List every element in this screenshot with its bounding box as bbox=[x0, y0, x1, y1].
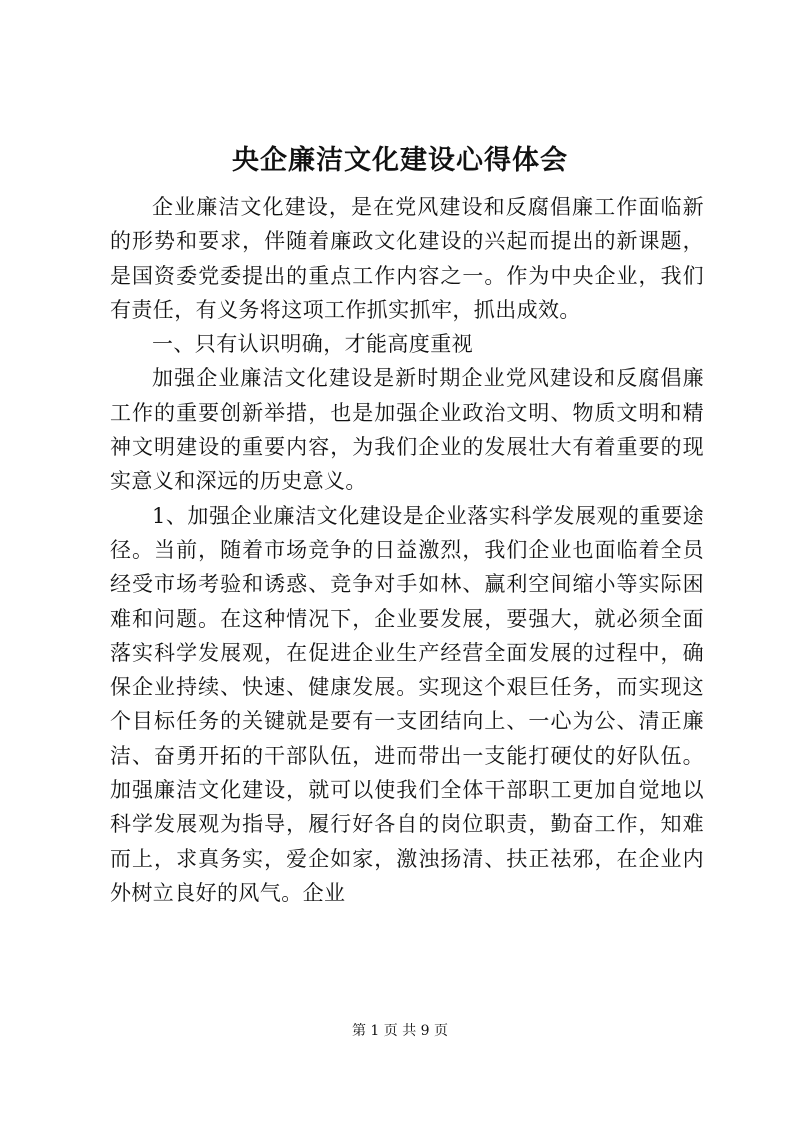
paragraph-point-1: 1、加强企业廉洁文化建设是企业落实科学发展观的重要途径。当前，随着市场竞争的日益激烈，我们企业也面临着全员经受市场考验和诱惑、竞争对手如林、赢利空间缩小等实际困难和问题。在这种情况下，企业要发展，要强大，就必须全面落实科学发展观，在促进企业生产经营全面发展的过程中，确保企业持续、快速、健康发展。实现这个艰巨任务，而实现这个目标任务的关键就是要有一支团结向上、一心为公、清正廉洁、奋勇开拓的干部队伍，进而带出一支能打硬仗的好队伍。加强廉洁文化建设，就可以使我们全体干部职工更加自觉地以科学发展观为指导，履行好各自的岗位职责，勤奋工作，知难而上，求真务实，爱企如家，激浊扬清、扶正祛邪，在企业内外树立良好的风气。企业 bbox=[110, 503, 704, 905]
document-body bbox=[110, 190, 704, 910]
paragraph-intro: 企业廉洁文化建设，是在党风建设和反腐倡廉工作面临新的形势和要求，伴随着廉政文化建设的兴起而提出的新课题，是国资委党委提出的重点工作内容之一。作为中央企业，我们有责任，有义务将这项工作抓实抓牢，抓出成效。 bbox=[110, 195, 704, 322]
section-heading-1: 一、只有认识明确，才能高度重视 bbox=[152, 332, 473, 357]
paragraph-importance: 加强企业廉洁文化建设是新时期企业党风建设和反腐倡廉工作的重要创新举措，也是加强企业政治文明、物质文明和精神文明建设的重要内容，为我们企业的发展壮大有着重要的现实意义和深远的历史意义。 bbox=[110, 366, 704, 494]
page-number-footer: 第 1 页 共 9 页 bbox=[351, 1023, 449, 1039]
page-title: 央企廉洁文化建设心得体会 bbox=[232, 145, 568, 176]
